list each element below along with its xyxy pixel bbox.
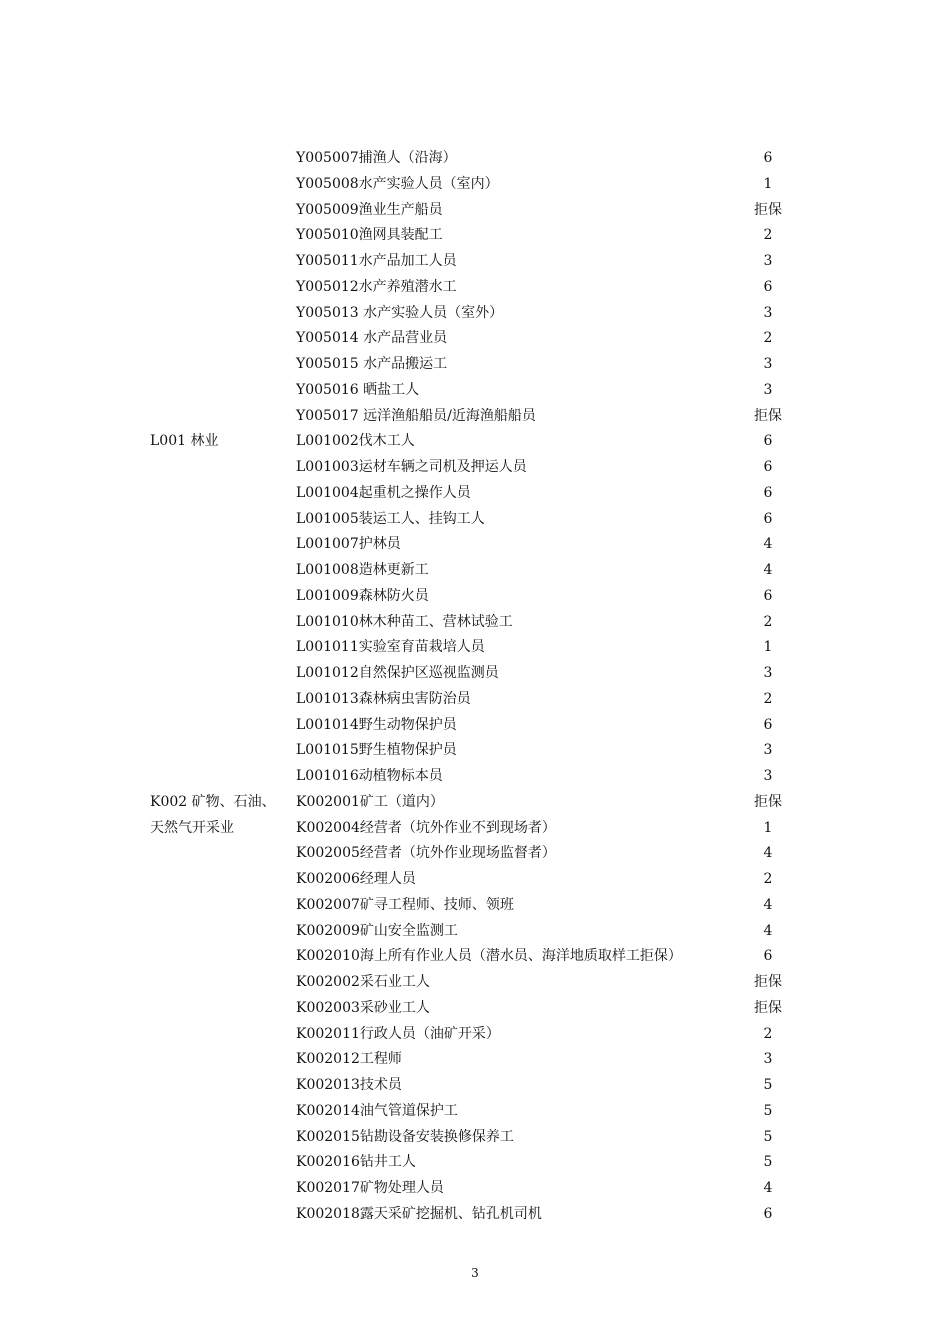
occupation-cell: K002014油气管道保护工 <box>296 1102 458 1119</box>
table-row <box>150 1047 790 1073</box>
table-row <box>150 1022 790 1048</box>
risk-level-cell: 3 <box>763 253 773 269</box>
table-row <box>150 223 790 249</box>
occupation-cell: L001009森林防火员 <box>296 587 429 604</box>
occupation-cell: L001002伐木工人 <box>296 433 415 450</box>
risk-level-cell: 4 <box>763 562 773 578</box>
table-row <box>150 378 790 404</box>
occupation-cell: K002012工程师 <box>296 1051 402 1068</box>
occupation-cell: Y005009渔业生产船员 <box>296 201 443 218</box>
table-row <box>150 584 790 610</box>
risk-level-cell: 6 <box>763 716 773 733</box>
occupation-cell: L001016动植物标本员 <box>296 768 443 784</box>
occupation-cell: K002018露天采矿挖掘机、钻孔机司机 <box>296 1205 542 1222</box>
occupation-cell: L001005装运工人、挂钩工人 <box>296 510 485 527</box>
occupation-cell: Y005012水产养殖潜水工 <box>296 278 457 295</box>
risk-level-cell: 4 <box>763 896 773 913</box>
occupation-cell: K002009矿山安全监测工 <box>296 922 458 939</box>
risk-level-cell: 1 <box>763 819 773 836</box>
category-cell: 天然气开采业 <box>150 819 234 836</box>
occupation-cell: Y005014 水产品营业员 <box>296 330 448 347</box>
occupation-cell: L001011实验室育苗栽培人员 <box>296 639 485 656</box>
table-row <box>150 790 790 816</box>
occupation-cell: Y005008水产实验人员（室内） <box>296 175 499 192</box>
risk-level-cell: 6 <box>763 459 773 475</box>
risk-level-cell: 拒保 <box>754 974 782 990</box>
occupation-cell: L001010林木种苗工、营林试验工 <box>296 613 513 630</box>
occupation-cell: K002017矿物处理人员 <box>296 1180 444 1196</box>
risk-level-cell: 4 <box>763 1180 773 1196</box>
occupation-cell: K002001矿工（道内） <box>296 793 444 810</box>
occupation-cell: K002015钻勘设备安装换修保养工 <box>296 1128 514 1145</box>
table-row <box>150 738 790 764</box>
risk-level-cell: 拒保 <box>754 999 782 1016</box>
table-row <box>150 996 790 1022</box>
risk-level-cell: 3 <box>763 381 773 398</box>
table-row <box>150 275 790 301</box>
table-row <box>150 1176 790 1202</box>
table-row <box>150 455 790 481</box>
table-row <box>150 816 790 842</box>
occupation-cell: L001003运材车辆之司机及押运人员 <box>296 459 527 475</box>
occupation-cell: Y005016 晒盐工人 <box>296 381 420 398</box>
table-row <box>150 970 790 996</box>
table-row <box>150 249 790 275</box>
risk-level-cell: 6 <box>763 150 773 166</box>
table-row <box>150 713 790 739</box>
table-row <box>150 1073 790 1099</box>
risk-level-cell: 2 <box>763 1025 773 1042</box>
occupation-cell: K002005经营者（坑外作业现场监督者） <box>296 845 556 862</box>
category-cell: K002 矿物、石油、 <box>150 793 276 810</box>
occupation-cell: Y005013 水产实验人员（室外） <box>296 304 504 321</box>
occupation-cell: K002013技术员 <box>296 1077 402 1093</box>
category-cell: L001 林业 <box>150 433 219 450</box>
table-row <box>150 146 790 172</box>
occupation-cell: Y005007捕渔人（沿海） <box>296 150 457 166</box>
occupation-cell: L001014野生动物保护员 <box>296 716 457 733</box>
risk-level-cell: 2 <box>763 613 773 630</box>
occupation-cell: K002002采石业工人 <box>296 974 430 990</box>
occupation-cell: K002004经营者（坑外作业不到现场者） <box>296 819 556 836</box>
table-row <box>150 661 790 687</box>
table-row <box>150 919 790 945</box>
risk-level-cell: 3 <box>763 1051 773 1068</box>
occupation-cell: Y005017 远洋渔船船员/近海渔船船员 <box>296 407 536 424</box>
risk-level-cell: 3 <box>763 304 773 321</box>
table-row <box>150 635 790 661</box>
occupation-cell: K002011行政人员（油矿开采） <box>296 1025 500 1042</box>
table-row <box>150 867 790 893</box>
risk-level-cell: 3 <box>763 665 773 681</box>
risk-level-cell: 2 <box>763 227 773 244</box>
risk-level-cell: 拒保 <box>754 201 782 218</box>
occupation-cell: Y005011水产品加工人员 <box>296 253 457 269</box>
risk-level-cell: 拒保 <box>754 407 782 424</box>
risk-level-cell: 拒保 <box>754 793 782 810</box>
occupation-cell: K002016钻井工人 <box>296 1154 416 1171</box>
table-row <box>150 1099 790 1125</box>
table-row <box>150 610 790 636</box>
table-row <box>150 481 790 507</box>
risk-level-cell: 4 <box>763 845 773 862</box>
table-row <box>150 764 790 790</box>
table-row <box>150 944 790 970</box>
risk-level-cell: 6 <box>763 433 773 450</box>
risk-level-cell: 6 <box>763 948 773 965</box>
occupation-cell: L001004起重机之操作人员 <box>296 484 471 501</box>
table-row <box>150 301 790 327</box>
occupation-cell: K002006经理人员 <box>296 871 416 887</box>
occupation-cell: K002003采砂业工人 <box>296 999 430 1016</box>
risk-level-cell: 5 <box>763 1102 773 1119</box>
table-row <box>150 429 790 455</box>
table-row <box>150 841 790 867</box>
risk-level-cell: 5 <box>763 1077 773 1093</box>
table-row <box>150 532 790 558</box>
table-row <box>150 326 790 352</box>
table-row <box>150 1150 790 1176</box>
table-row <box>150 352 790 378</box>
occupation-cell: L001008造林更新工 <box>296 562 429 578</box>
table-row <box>150 1125 790 1151</box>
occupation-cell: Y005015 水产品搬运工 <box>296 356 448 372</box>
occupation-cell: L001013森林病虫害防治员 <box>296 690 471 707</box>
occupation-cell: K002007矿寻工程师、技师、领班 <box>296 896 514 913</box>
risk-level-cell: 6 <box>763 510 773 527</box>
risk-level-cell: 6 <box>763 587 773 604</box>
risk-level-cell: 2 <box>763 871 773 887</box>
risk-level-cell: 4 <box>763 922 773 939</box>
table-row <box>150 507 790 533</box>
risk-level-cell: 6 <box>763 484 773 501</box>
table-row <box>150 198 790 224</box>
risk-level-cell: 3 <box>763 356 773 372</box>
risk-level-cell: 6 <box>763 278 773 295</box>
table-row <box>150 893 790 919</box>
risk-level-cell: 2 <box>763 690 773 707</box>
table-row <box>150 172 790 198</box>
occupation-cell: L001012自然保护区巡视监测员 <box>296 665 499 681</box>
risk-level-cell: 6 <box>763 1205 773 1222</box>
risk-level-cell: 4 <box>763 536 773 553</box>
table-row <box>150 687 790 713</box>
risk-level-cell: 5 <box>763 1128 773 1145</box>
risk-level-cell: 3 <box>763 742 773 759</box>
page-number: 3 <box>471 1266 479 1280</box>
table-row <box>150 404 790 430</box>
occupation-table <box>150 146 790 1228</box>
risk-level-cell: 3 <box>763 768 773 784</box>
occupation-cell: L001007护林员 <box>296 536 401 553</box>
occupation-cell: Y005010渔网具装配工 <box>296 227 443 244</box>
table-row <box>150 1202 790 1228</box>
risk-level-cell: 1 <box>763 639 773 656</box>
occupation-cell: K002010海上所有作业人员（潜水员、海洋地质取样工拒保） <box>296 948 682 965</box>
occupation-cell: L001015野生植物保护员 <box>296 742 457 759</box>
table-row <box>150 558 790 584</box>
risk-level-cell: 2 <box>763 330 773 347</box>
risk-level-cell: 5 <box>763 1154 773 1171</box>
risk-level-cell: 1 <box>763 175 773 192</box>
